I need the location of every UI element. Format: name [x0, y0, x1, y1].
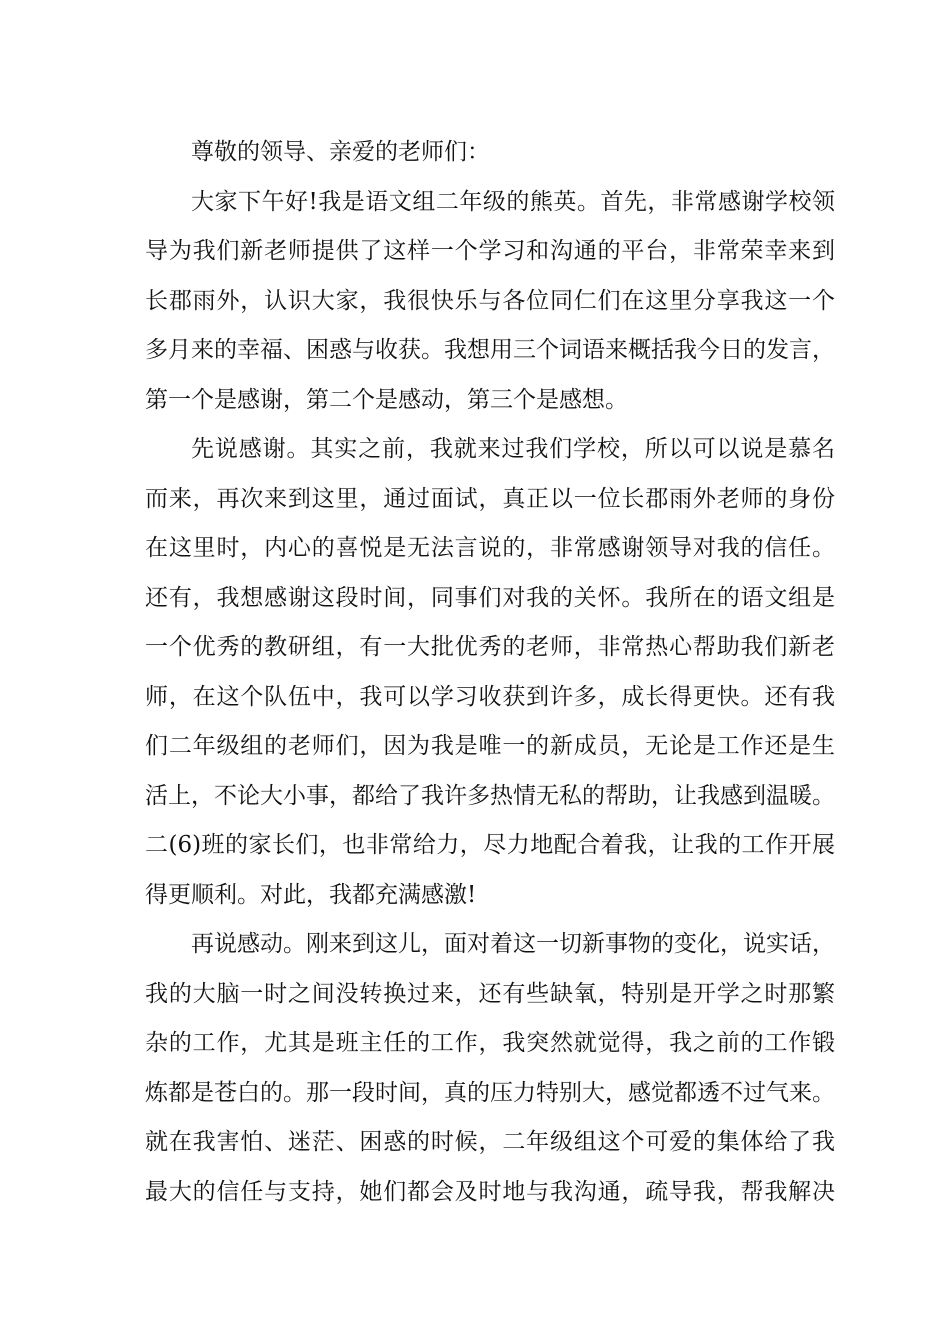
- paragraph-line: 活上，不论大小事，都给了我许多热情无私的帮助，让我感到温暖。: [145, 782, 835, 809]
- paragraph-line: 在这里时，内心的喜悦是无法言说的，非常感谢领导对我的信任。: [145, 535, 835, 561]
- paragraph-line: 二(6)班的家长们，也非常给力，尽力地配合着我，让我的工作开展: [145, 832, 835, 858]
- paragraph-line: 一个优秀的教研组，有一大批优秀的老师，非常热心帮助我们新老: [145, 634, 835, 660]
- gratitude-paragraph: [145, 425, 835, 920]
- paragraph-line: 得更顺利。对此，我都充满感激!: [145, 881, 477, 908]
- paragraph-line: 们二年级组的老师们，因为我是唯一的新成员，无论是工作还是生: [145, 733, 835, 759]
- paragraph-line: 先说感谢。其实之前，我就来过我们学校，所以可以说是慕名: [191, 436, 835, 462]
- paragraph-line: 长郡雨外，认识大家，我很快乐与各位同仁们在这里分享我这一个: [145, 287, 835, 314]
- paragraph-line: 导为我们新老师提供了这样一个学习和沟通的平台，非常荣幸来到: [145, 238, 835, 264]
- salutation-paragraph: [145, 128, 835, 178]
- paragraph-line: 炼都是苍白的。那一段时间，真的压力特别大，感觉都透不过气来。: [145, 1079, 835, 1106]
- moved-paragraph: [145, 920, 835, 1217]
- paragraph-line: 最大的信任与支持，她们都会及时地与我沟通，疏导我，帮我解决: [145, 1178, 835, 1205]
- paragraph-line: 杂的工作，尤其是班主任的工作，我突然就觉得，我之前的工作锻: [145, 1030, 835, 1056]
- paragraph-line: 第一个是感谢，第二个是感动，第三个是感想。: [145, 386, 628, 413]
- speech-body: [145, 128, 835, 1217]
- greeting-paragraph: [145, 178, 835, 426]
- paragraph-line: 多月来的幸福、困惑与收获。我想用三个词语来概括我今日的发言，: [145, 337, 835, 363]
- paragraph-line: 大家下午好!我是语文组二年级的熊英。首先，非常感谢学校领: [191, 188, 835, 215]
- paragraph-line: 就在我害怕、迷茫、困惑的时候，二年级组这个可爱的集体给了我: [145, 1129, 835, 1155]
- paragraph-line: 还有，我想感谢这段时间，同事们对我的关怀。我所在的语文组是: [145, 584, 835, 611]
- paragraph-line: 再说感动。刚来到这儿，面对着这一切新事物的变化，说实话，: [191, 931, 835, 957]
- paragraph-line: 我的大脑一时之间没转换过来，还有些缺氧，特别是开学之时那繁: [145, 980, 835, 1007]
- paragraph-line: 尊敬的领导、亲爱的老师们：: [191, 139, 490, 165]
- paragraph-line: 而来，再次来到这里，通过面试，真正以一位长郡雨外老师的身份: [145, 485, 835, 512]
- paragraph-line: 师，在这个队伍中，我可以学习收获到许多，成长得更快。还有我: [145, 683, 835, 710]
